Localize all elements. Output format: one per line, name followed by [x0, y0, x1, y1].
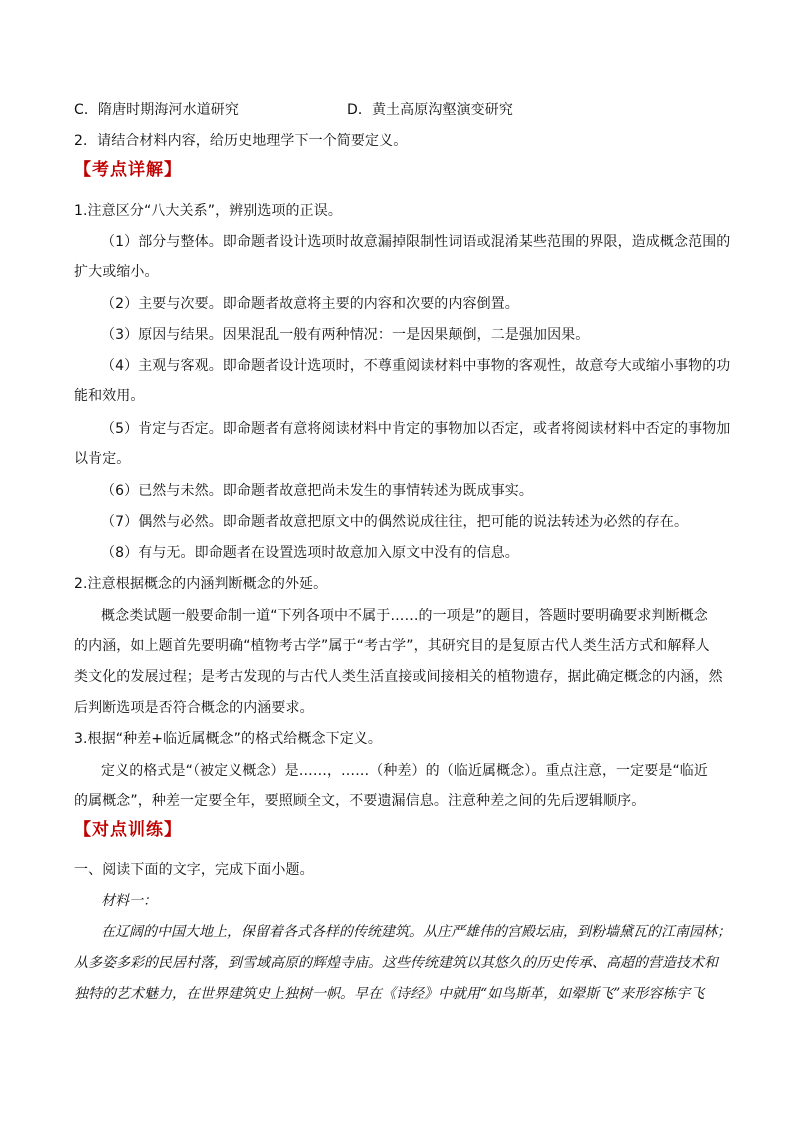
- option-c: C．隋唐时期海河水道研究: [74, 102, 239, 118]
- option-d: D．黄土高原沟壑演变研究: [347, 102, 513, 118]
- point2-line: 概念类试题一般要命制一道“下列各项中不属于……的一项是”的题目，答题时要明确要求判断概念: [101, 608, 708, 624]
- point1-title: 1.注意区分“八大关系”，辨别选项的正误。: [74, 203, 342, 219]
- point1-item: （7）偶然与必然。即命题者故意把原文中的偶然说成往往，把可能的说法转述为必然的存在。: [101, 514, 689, 530]
- point1-item: （6）已然与未然。即命题者故意把尚未发生的事情转述为既成事实。: [101, 483, 534, 499]
- point1-item: （5）肯定与否定。即命题者有意将阅读材料中肯定的事物加以否定，或者将阅读材料中否定的事物加: [101, 421, 731, 437]
- question-2: 2．请结合材料内容，给历史地理学下一个简要定义。: [74, 133, 408, 149]
- point1-item: 以肯定。: [74, 451, 131, 467]
- point1-item: （1）部分与整体。即命题者设计选项时故意漏掉限制性词语或混淆某些范围的界限，造成概念范围的: [101, 234, 731, 250]
- material-line: 独特的艺术魅力，在世界建筑史上独树一帜。早在《诗经》中就用“如鸟斯革，如翚斯飞”来形容栋宇飞: [74, 986, 705, 1002]
- point1-item: （8）有与无。即命题者在设置选项时故意加入原文中没有的信息。: [101, 545, 519, 561]
- point2-line: 类文化的发展过程；是考古发现的与古代人类生活直接或间接相关的植物遗存，据此确定概念的内涵，然: [74, 669, 723, 685]
- material-line: 从多姿多彩的民居村落，到雪域高原的辉煌寺庙。这些传统建筑以其悠久的历史传承、高超的营造技术和: [74, 955, 718, 971]
- point1-item: （3）原因与结果。因果混乱一般有两种情况：一是因果颠倒，二是强加因果。: [101, 327, 590, 343]
- point1-item: （2）主要与次要。即命题者故意将主要的内容和次要的内容倒置。: [101, 296, 519, 312]
- point1-item: （4）主观与客观。即命题者设计选项时，不尊重阅读材料中事物的客观性，故意夸大或缩小事物的功: [101, 358, 731, 374]
- material-line: 在辽阔的中国大地上，保留着各式各样的传统建筑。从庄严雄伟的宫殿坛庙，到粉墙黛瓦的江南园林；: [101, 924, 731, 940]
- point2-title: 2.注意根据概念的内涵判断概念的外延。: [74, 576, 328, 592]
- point3-line: 定义的格式是“（被定义概念）是……，……（种差）的（临近属概念）。重点注意，一定要是“临近: [101, 763, 709, 779]
- material-label: 材料一：: [101, 893, 157, 909]
- point3-line: 的属概念”，种差一定要全年，要照顾全文，不要遗漏信息。注意种差之间的先后逻辑顺序。: [74, 793, 646, 809]
- section-heading-kaodian: 【考点详解】: [74, 160, 182, 180]
- section-heading-duidian: 【对点训练】: [74, 820, 182, 840]
- point3-title: 3.根据“种差+临近属概念”的格式给概念下定义。: [74, 731, 382, 747]
- point2-line: 后判断选项是否符合概念的内涵要求。: [74, 700, 314, 716]
- point2-line: 的内涵，如上题首先要明确“植物考古学”属于“考古学”，其研究目的是复原古代人类生活方式和解释人: [74, 638, 710, 654]
- point1-item: 扩大或缩小。: [74, 264, 159, 280]
- point1-item: 能和效用。: [74, 388, 145, 404]
- exercise-title: 一、阅读下面的文字，完成下面小题。: [74, 862, 314, 878]
